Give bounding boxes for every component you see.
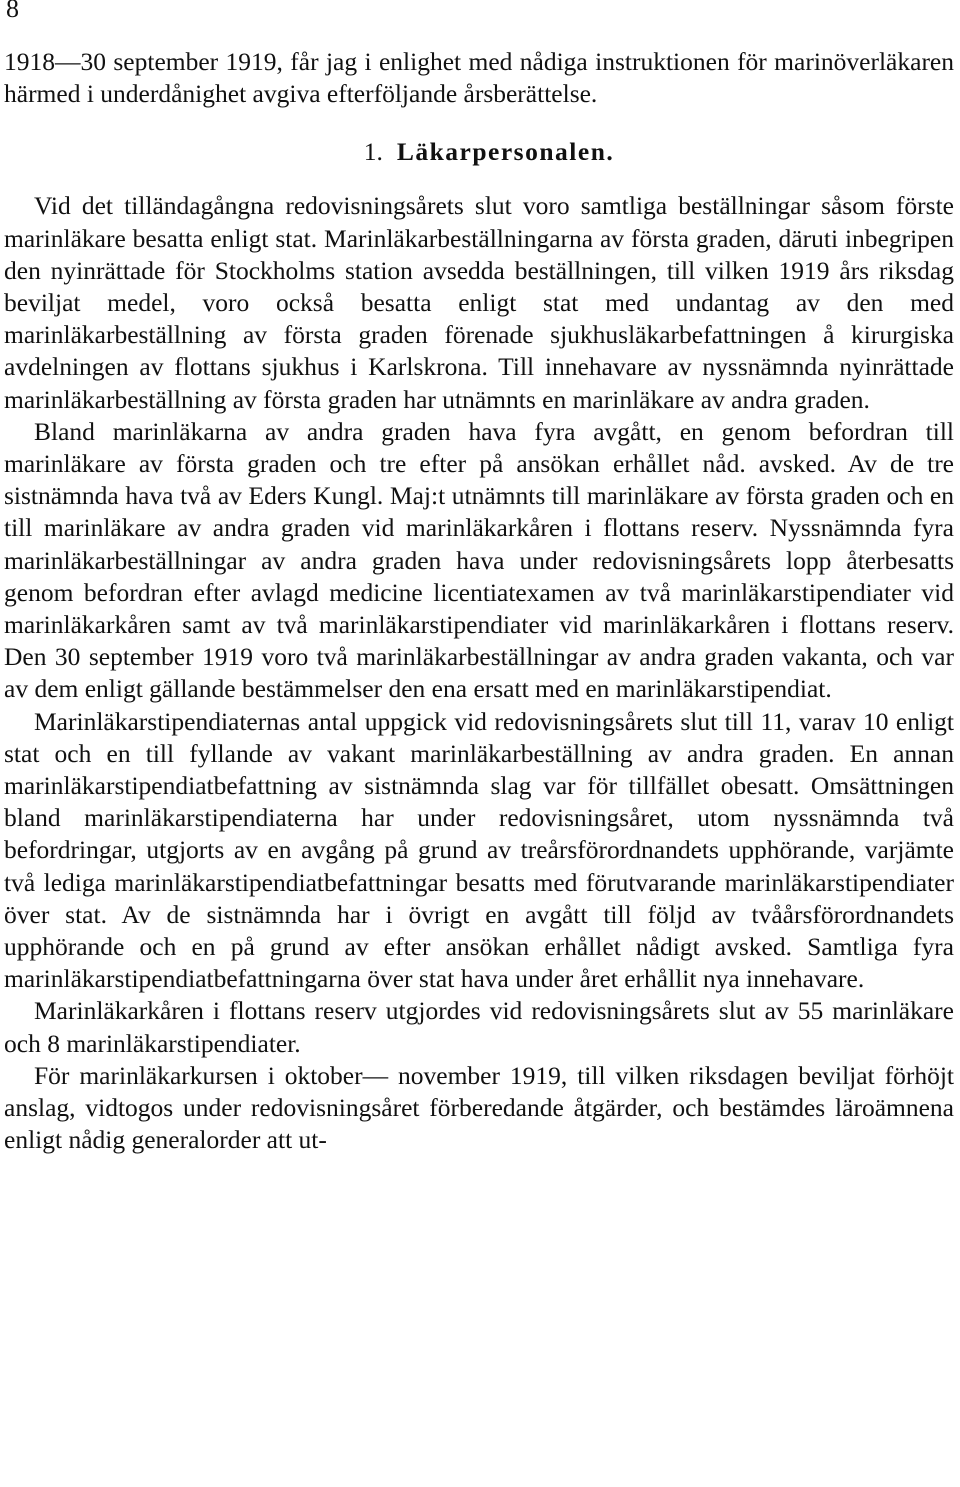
paragraph-course: För marinläkarkursen i oktober— november 1919, till vilken riksdagen beviljat förhöjt anslag, vidtogos under redovisningsåret förberedande åtgärder, och bestämdes läroämnena enligt nådig generalorder att ut- — [4, 1060, 954, 1155]
section-title: Läkarpersonalen. — [396, 137, 615, 167]
page-number: 8 — [6, 0, 19, 23]
document-body — [4, 46, 954, 1157]
intro-paragraph: 1918—30 september 1919, får jag i enlighet med nådiga instruktionen för marinöverläkaren härmed i underdånighet avgiva efterföljande årsberättelse. — [4, 47, 954, 109]
paragraph-second-grade: Bland marinläkarna av andra graden hava fyra avgått, en genom befordran till marinläkare av första graden och tre efter på ansökan erhållet nåd. avsked. Av de tre sistnämnda hava två av Eders Kungl. Maj:t utnämnts till marinläkare av första graden och en till marinläkare av andra graden vid marinläkarkåren i flottans reserv. Nyssnämnda fyra marinläkarbeställningar av andra graden hava under redovisningsårets lopp återbesatts genom befordran efter avlagd medicine licentiatexamen av två marinläkarstipendiater vid marinläkarkåren samt av två marinläkarstipendiater vid marinläkarkåren i flottans reserv. Den 30 september 1919 voro två marinläkarbeställningar av andra graden vakanta, och var av dem enligt gällande bestämmelser den ena ersatt med en marinläkarstipendiat. — [4, 416, 954, 704]
paragraph-reserve: Marinläkarkåren i flottans reserv utgjordes vid redovisningsårets slut av 55 marinläkare och 8 marinläkarstipendiater. — [4, 996, 954, 1058]
paragraph-stipendiates: Marinläkarstipendiaternas antal uppgick vid redovisningsårets slut till 11, varav 10 enligt stat och en till fyllande av vakant marinläkarbeställning av andra graden. En annan marinläkarstipendiatbefattning av sistnämnda slag var för tillfället obesatt. Omsättningen bland marinläkarstipendiaterna har under redovisningsåret, utom nyssnämnda två befordringar, utgjorts av en avgång på grund av treårsförordnandets upphörande, varjämte två lediga marinläkarstipendiatbefattningar besatts med förutvarande marinläkarstipendiater över stat. Av de sistnämnda har i övrigt en avgått till följd av tvåårsförordnandets upphörande och en på grund av efter ansökan erhållet nådigt avsked. Samtliga fyra marinläkarstipendiatbefattningarna över stat hava under året erhållit nya innehavare. — [4, 706, 954, 994]
section-heading — [4, 136, 954, 168]
section-number: 1. — [363, 137, 383, 167]
paragraph-staff-status: Vid det tilländagångna redovisningsårets slut voro samtliga beställningar såsom förste marinläkare besatta enligt stat. Marinläkarbeställningarna av första graden, däruti inbegripen den nyinrättade för Stockholms station avsedda beställningen, till vilken 1919 års riksdag beviljat medel, voro också besatta enligt stat med undantag av den med marinläkarbeställning av första graden förenade sjukhusläkarbefattningen å kirurgiska avdelningen av flottans sjukhus i Karlskrona. Till innehavare av nyssnämnda nyinrättade marinläkarbeställning av första graden har utnämnts en marinläkare av andra graden. — [4, 191, 954, 414]
